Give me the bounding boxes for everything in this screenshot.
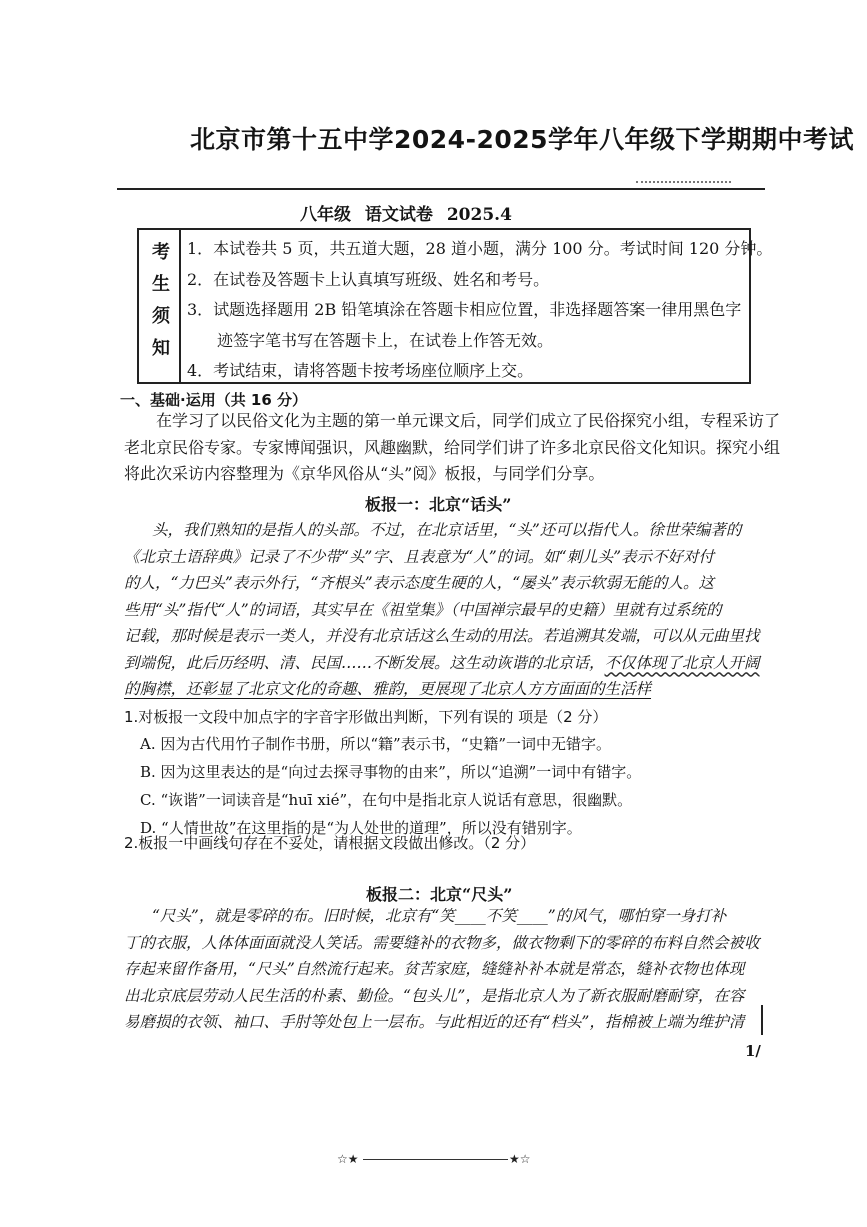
- intro-line-1: 在学习了以民俗文化为主题的第一单元课文后，同学们成立了民俗探究小组，专程采访了: [156, 411, 781, 430]
- section-heading: 一、基础·运用（共 16 分）: [120, 391, 308, 409]
- board1-title: 板报一：北京“话头”: [365, 495, 512, 514]
- exam-notice-box: [137, 228, 773, 384]
- board2-title: 板报二：北京“尺头”: [366, 885, 513, 904]
- board1-line-4: 些用“头”指代“人”的词语，其实早在《祖堂集》（中国禅宗最早的史籍）里就有过系统的: [124, 600, 722, 619]
- notice-line-2: 2．在试卷及答题卡上认真填写班级、姓名和考号。: [187, 269, 550, 289]
- intro-paragraph: [124, 408, 780, 488]
- question-2: 2.板报一中画线句存在不妥处，请根据文段做出修改。（2 分）: [124, 834, 536, 852]
- notice-heading: 考生须知: [149, 242, 170, 370]
- board1-line-2: 《北京土语辞典》记录了不少带“头”字、且表意为“人”的词。如“刺儿头”表示不好对付: [124, 547, 715, 566]
- header-rule: [117, 188, 765, 190]
- notice-lines: [187, 234, 773, 387]
- notice-line-3-cont: 迹签字笔书写在答题卡上，在试卷上作答无效。: [217, 330, 554, 350]
- board1-line-5: 记载，那时候是表示一类人，并没有北京话这么生动的用法。若追溯其发端，可以从元曲里找: [124, 627, 760, 645]
- notice-line-3: 3．试题选择题用 2B 铅笔填涂在答题卡相应位置，非选择题答案一律用黑色字: [187, 300, 742, 319]
- notice-line-1: 1．本试卷共 5 页，共五道大题，28 道小题，满分 100 分。考试时间 120 分钟。: [187, 239, 773, 258]
- exam-title: 北京市第十五中学2024-2025学年八年级下学期期中考试: [190, 125, 855, 154]
- page-number: 1/: [745, 1042, 761, 1060]
- question-1-options: [140, 730, 641, 842]
- notice-heading-cell: [139, 230, 181, 382]
- footer-rule: [363, 1159, 508, 1160]
- option-c: C. “诙谐”一词读音是“huī xié”，在句中是指北京人说话有意思，很幽默。: [140, 791, 633, 809]
- option-a: A. 因为古代用竹子制作书册，所以“籍”表示书，“史籍”一词中无错字。: [140, 735, 612, 753]
- option-b: B. 因为这里表达的是“向过去探寻事物的由来”，所以“追溯”一词中有错字。: [140, 763, 642, 781]
- paper-subtitle: 八年级 语文试卷 2025.4: [300, 205, 512, 225]
- board1-line-3: 的人，“力巴头”表示外行，“齐根头”表示态度生硬的人，“屡头”表示软弱无能的人。这: [124, 574, 715, 592]
- board1-line-1: 头，我们熟知的是指人的头部。不过，在北京话里，“头”还可以指代人。徐世荣编著的: [152, 521, 742, 539]
- board2-line-5: 易磨损的衣领、袖口、手肘等处包上一层布。与此相近的还有“档头”，指棉被上端为维护清: [124, 1013, 745, 1031]
- footer-stars-right: ★☆: [509, 1152, 531, 1166]
- header-dotted-rule: [636, 181, 731, 183]
- board2-line-1: “尺头”，就是零碎的布。旧时候，北京有“笑____不笑____”的风气，哪怕穿一身打补: [152, 907, 727, 925]
- footer-stars-left: ☆★: [337, 1152, 359, 1166]
- intro-line-2: 老北京民俗专家。专家博闻强识，风趣幽默，给同学们讲了许多北京民俗文化知识。探究小组: [124, 437, 781, 457]
- board2-line-4: 出北京底层劳动人民生活的朴素、勤俭。“包头儿”，是指北京人为了新衣服耐磨耐穿，在容: [124, 986, 745, 1005]
- intro-line-3: 将此次采访内容整理为《京华风俗从“头”阅》板报，与同学们分享。: [124, 464, 605, 483]
- underlined-sentence-part-1: 不仅体现了北京人开阔: [604, 653, 760, 672]
- board1-line-6: [124, 650, 760, 677]
- notice-line-4: 4．考试结束，请将答题卡按考场座位顺序上交。: [187, 361, 534, 380]
- board2-line-3: 存起来留作备用，“尺头”自然流行起来。贫苦家庭，缝缝补补本就是常态，缝补衣物也体现: [124, 960, 745, 978]
- board2-text: [124, 903, 760, 1036]
- option-d: D. “人情世故”在这里指的是“为人处世的道理”，所以没有错别字。: [140, 819, 582, 837]
- board1-text: [124, 517, 760, 703]
- question-1-stem: 1.对板报一文段中加点字的字音字形做出判断，下列有误的 项是（2 分）: [124, 708, 608, 726]
- board1-line-6-text: 到端倪，此后历经明、清、民国……不断发展。这生动诙谐的北京话，: [124, 653, 605, 672]
- margin-mark: [761, 1005, 763, 1035]
- board2-line-2: 丁的衣服，人体体面面就没人笑话。需要缝补的衣物多，做衣物剩下的零碎的布料自然会被收: [124, 933, 760, 952]
- underlined-sentence-part-2: 的胸襟，还彰显了北京文化的奇趣、雅韵，更展现了北京人方方面面的生活样: [124, 680, 652, 698]
